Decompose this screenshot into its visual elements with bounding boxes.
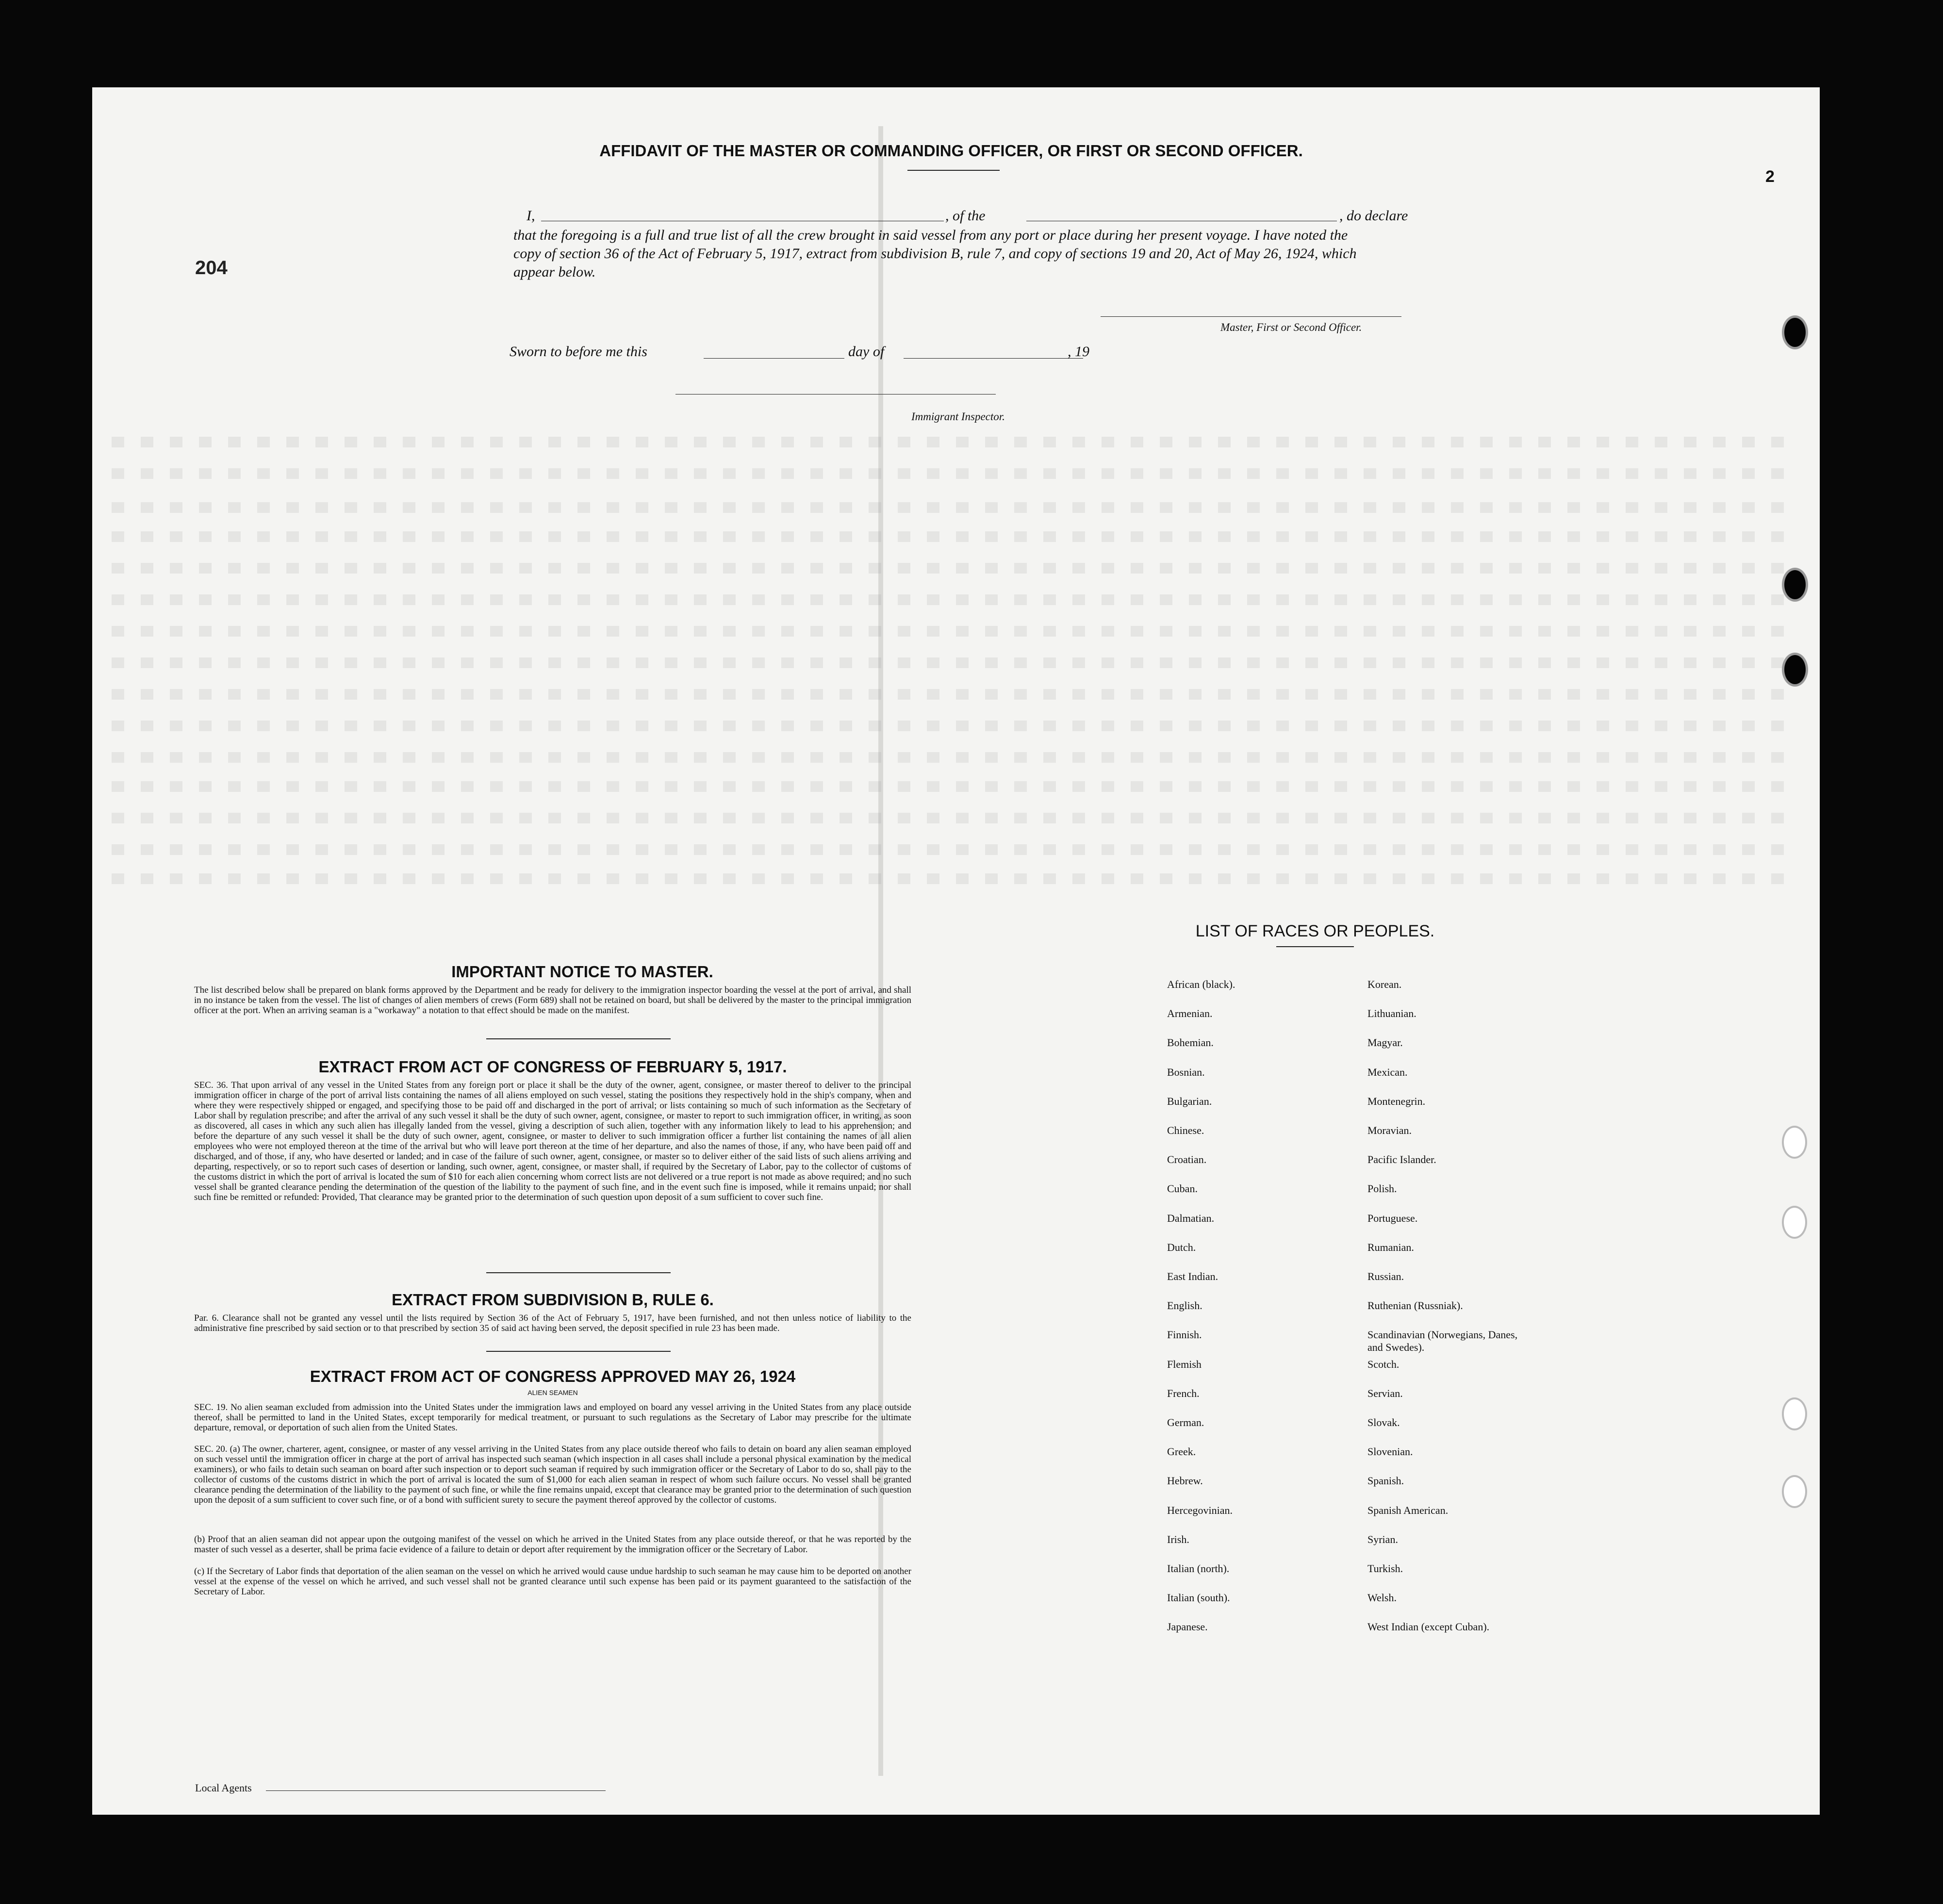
sec20c-text: (c) If the Secretary of Labor finds that deportation of the alien seaman on the vessel on which he arrived would cause undue hardship to such seaman he may cause him to be deported on another vessel at the expense of the vessel on which he arrived, and such vessel shall not be granted clearance until such expense has been paid or its payment guaranteed to the satisfaction of the Secretary of Labor. — [194, 1566, 911, 1597]
bleed-through-row — [112, 844, 1800, 855]
race-item: Greek. — [1167, 1445, 1196, 1458]
race-item: Cuban. — [1167, 1182, 1198, 1195]
race-item: Turkish. — [1367, 1562, 1403, 1575]
signature-line — [1101, 316, 1401, 317]
race-item: Chinese. — [1167, 1124, 1204, 1136]
affidavit-body: that the foregoing is a full and true list of all the crew brought in said vessel from any port or place during her present voyage. I have noted the copy of section 36 of the Act of February 5, 1917, extract from subdivision B, rule 7, and copy of sections 19 and 20, Act of May 26, 1924, which appear below. — [513, 227, 1357, 280]
extract-1917-title: EXTRACT FROM ACT OF CONGRESS OF FEBRUARY 5, 1917. — [318, 1058, 787, 1076]
day-of-label: day of — [848, 344, 885, 360]
bleed-through-row — [112, 531, 1800, 542]
punch-hole — [1782, 1126, 1807, 1159]
race-item: Italian (north). — [1167, 1562, 1230, 1575]
section-rule — [486, 1351, 671, 1352]
race-item: Slovak. — [1367, 1416, 1400, 1428]
race-item: Italian (south). — [1167, 1592, 1230, 1604]
race-item: Mexican. — [1367, 1066, 1408, 1078]
race-item: Russian. — [1367, 1270, 1404, 1282]
race-item: Finnish. — [1167, 1329, 1202, 1341]
race-item: Bulgarian. — [1167, 1095, 1212, 1107]
race-item: Ruthenian (Russniak). — [1367, 1299, 1463, 1312]
race-item: African (black). — [1167, 978, 1235, 990]
race-item: Spanish American. — [1367, 1504, 1449, 1516]
bleed-through-row — [112, 468, 1800, 479]
races-title: LIST OF RACES OR PEOPLES. — [1195, 922, 1435, 940]
races-title-rule — [1276, 946, 1354, 947]
affidavit-i-label: I, — [527, 208, 535, 224]
race-item: Portuguese. — [1367, 1212, 1418, 1224]
race-item: Armenian. — [1167, 1007, 1213, 1020]
race-item: Hebrew. — [1167, 1475, 1203, 1487]
race-item: East Indian. — [1167, 1270, 1218, 1282]
sworn-label: Sworn to before me this — [510, 344, 647, 360]
punch-hole — [1782, 1475, 1807, 1508]
affidavit-of-the: , of the — [945, 208, 986, 224]
year-prefix: , 19 — [1068, 344, 1089, 360]
affidavit-do-declare: , do declare — [1339, 208, 1408, 224]
race-item: Polish. — [1367, 1182, 1397, 1195]
bleed-through-row — [112, 657, 1800, 668]
bleed-through-row — [112, 781, 1800, 792]
race-item: Korean. — [1367, 978, 1402, 990]
punch-hole — [1782, 1397, 1807, 1430]
extract-rule6-title: EXTRACT FROM SUBDIVISION B, RULE 6. — [392, 1291, 714, 1309]
fold-line — [878, 126, 883, 1776]
title-rule — [907, 170, 1000, 171]
race-item: German. — [1167, 1416, 1204, 1428]
race-item: Bohemian. — [1167, 1036, 1214, 1049]
bleed-through-row — [112, 721, 1800, 731]
extract-1917-body: SEC. 36. That upon arrival of any vessel in the United States from any foreign port or place it shall be the duty of the owner, agent, consignee, or master thereof to deliver to the principal immigration officer in charge of the port of arrival lists containing the names of all aliens employed on such vessel, stating the positions they respectively hold in the ship's company, when and where they were respectively shipped or engaged, and specifying those to be paid off and discharged in the port of arrival; or lists containing so much of such information as the Secretary of Labor shall by regulation prescribe; and after the arrival of any such vessel it shall be the duty of such owner, agent, consignee, or master to report to such immigration officer, in writing, as soon as discovered, all cases in which any such alien has illegally landed from the vessel, giving a description of such alien, together with any information likely to lead to his apprehension; and before the departure of any such vessel it shall be the duty of such owner, agent, consignee, or master to deliver to such immigration officer a further list containing the names of all alien employees who were not employed thereon at the time of the arrival but who will leave port thereon at the time of her departure, and also the names of those, if any, who have been paid off and discharged, and of those, if any, who have deserted or landed; and in case of the failure of such owner, agent, consignee, or master so to deliver either of the said lists of such aliens arriving and departing, respectively, or so to report such cases of desertion or landing, such owner, agent, consignee, or master shall, if required by the Secretary of Labor, pay to the collector of customs of the customs district in which the port of arrival is located the sum of $10 for each alien concerning whom correct lists are not delivered or a true report is not made as above required; and no such vessel shall be granted clearance pending the determination of the question of the liability to the payment of such fine, and in the event such fine is imposed, while it remains unpaid; nor shall such fine be remitted or refunded: Provided, That clearance may be granted prior to the determination of such question upon deposit of a sum sufficient to cover such fine. — [194, 1080, 911, 1202]
bleed-through-row — [112, 873, 1800, 884]
bleed-through-row — [112, 594, 1800, 605]
race-item: Magyar. — [1367, 1036, 1403, 1049]
race-item: Dutch. — [1167, 1241, 1196, 1253]
race-item: Welsh. — [1367, 1592, 1397, 1604]
extract-1924-subtitle: ALIEN SEAMEN — [527, 1389, 578, 1396]
race-item: Spanish. — [1367, 1475, 1404, 1487]
inspector-caption: Immigrant Inspector. — [911, 410, 1005, 423]
affidavit-title: AFFIDAVIT OF THE MASTER OR COMMANDING OFFICER, OR FIRST OR SECOND OFFICER. — [599, 142, 1303, 160]
bleed-through-row — [112, 813, 1800, 823]
race-item: Moravian. — [1367, 1124, 1412, 1136]
race-item: Rumanian. — [1367, 1241, 1414, 1253]
race-item: Hercegovinian. — [1167, 1504, 1233, 1516]
race-item: West Indian (except Cuban). — [1367, 1621, 1490, 1633]
race-item: Pacific Islander. — [1367, 1153, 1436, 1166]
local-agents-label: Local Agents — [195, 1782, 252, 1794]
margin-mark: 204 — [195, 257, 228, 279]
bleed-through-row — [112, 626, 1800, 637]
bleed-through-row — [112, 752, 1800, 763]
bleed-through-row — [112, 437, 1800, 447]
race-item: French. — [1167, 1387, 1200, 1399]
day-line — [704, 358, 844, 359]
race-item: Servian. — [1367, 1387, 1403, 1399]
race-item: Syrian. — [1367, 1533, 1398, 1545]
race-item: Bosnian. — [1167, 1066, 1205, 1078]
sec20a-text: SEC. 20. (a) The owner, charterer, agent, consignee, or master of any vessel arriving in the United States from any place outside thereof who fails to detain on board any alien seaman employed on such vessel until the immigration officer in charge at the port of arrival has inspected such seaman (which inspection in all cases shall include a personal physical examination by the medical examiners), or who fails to detain such seaman on board after such inspection or to deport such seaman if required by such immigration officer or the Secretary of Labor to do so, shall pay to the collector of customs of the customs district in which the port of arrival is located the sum of $1,000 for each alien seaman in respect of whom such failure occurs. No vessel shall be granted clearance pending the determination of the liability to the payment of such fine, or while the fine remains unpaid, except that clearance may be granted prior to the determination of such question upon the deposit of a sum sufficient to cover such fine, or of a bond with sufficient surety to secure the payment thereof approved by the collector of customs. — [194, 1444, 911, 1505]
race-item: English. — [1167, 1299, 1202, 1312]
page-number: 2 — [1765, 167, 1775, 186]
notice-title: IMPORTANT NOTICE TO MASTER. — [451, 963, 713, 981]
section-rule — [486, 1038, 671, 1039]
extract-1924-title: EXTRACT FROM ACT OF CONGRESS APPROVED MAY 26, 1924 — [310, 1367, 796, 1385]
notice-body: The list described below shall be prepared on blank forms approved by the Department and be ready for delivery to the immigration inspector boarding the vessel at the port of arrival, and shall in no instance be taken from the vessel. The list of changes of alien members of crews (Form 689) shall not be retained on board, but shall be delivered by the master to the principal immigration officer at the port. When an arriving seaman is a "workaway" a notation to that effect should be made on the manifest. — [194, 985, 911, 1016]
race-item: Slovenian. — [1367, 1445, 1413, 1458]
race-item: Montenegrin. — [1367, 1095, 1426, 1107]
bleed-through-row — [112, 689, 1800, 700]
extract-rule6-body: Par. 6. Clearance shall not be granted any vessel until the lists required by Section 36 of the Act of February 5, 1917, have been furnished, and not then unless notice of liability to the administrative fine prescribed by said section or to that prescribed by section 35 of said act having been served, the deposit specified in rule 23 has been made. — [194, 1313, 911, 1333]
master-caption: Master, First or Second Officer. — [1220, 321, 1362, 333]
local-agents-line — [266, 1790, 606, 1791]
race-item: Lithuanian. — [1367, 1007, 1416, 1020]
race-item: Irish. — [1167, 1533, 1189, 1545]
document-sheet — [92, 87, 1820, 1815]
race-item: Scotch. — [1367, 1358, 1400, 1370]
sec20b-text: (b) Proof that an alien seaman did not appear upon the outgoing manifest of the vessel on which he arrived in the United States from any place outside thereof, or that he was reported by the master of such vessel as a deserter, shall be prima facie evidence of a failure to detain or deport after requirement by the immigration officer or the Secretary of Labor. — [194, 1534, 911, 1555]
punch-hole — [1782, 1206, 1807, 1239]
punch-hole — [1782, 315, 1808, 349]
race-item: Dalmatian. — [1167, 1212, 1215, 1224]
race-item: Scandinavian (Norwegians, Danes, and Swedes). — [1367, 1329, 1518, 1354]
bleed-through-row — [112, 563, 1800, 574]
race-item: Flemish — [1167, 1358, 1202, 1370]
month-line — [904, 358, 1083, 359]
section-rule — [486, 1272, 671, 1273]
bleed-through-row — [112, 502, 1800, 513]
race-item: Japanese. — [1167, 1621, 1208, 1633]
sec19-text: SEC. 19. No alien seaman excluded from admission into the United States under the immigration laws and employed on board any vessel arriving in the United States from any place outside thereof, shall be permitted to land in the United States, except temporarily for medical treatment, or pursuant to such regulations as the Secretary of Labor may prescribe for the ultimate departure, removal, or deportation of such alien from the United States. — [194, 1402, 911, 1433]
race-item: Croatian. — [1167, 1153, 1207, 1166]
